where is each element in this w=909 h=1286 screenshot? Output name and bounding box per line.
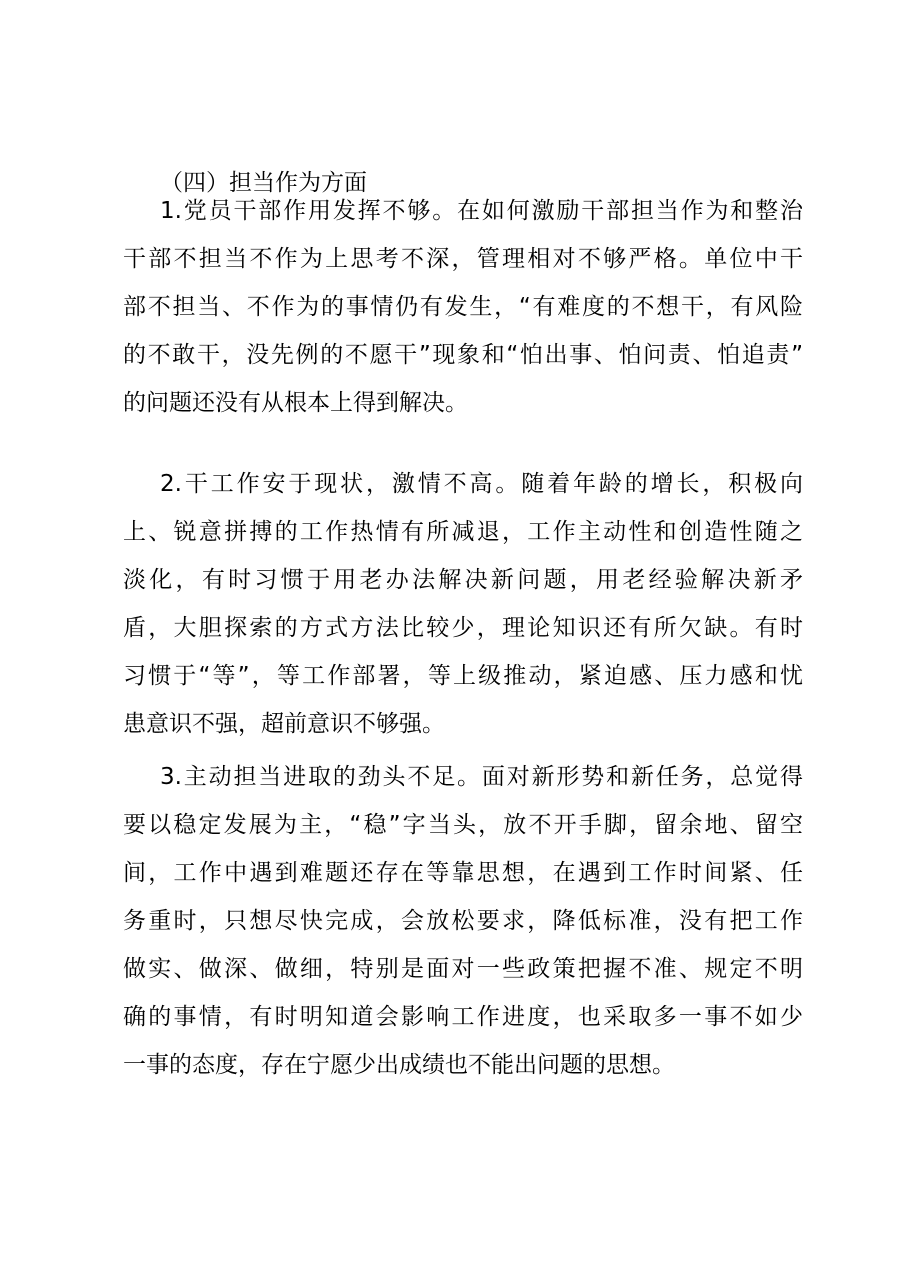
paragraph-line: 患意识不强，超前意识不够强。: [123, 711, 445, 737]
paragraph-line: 的问题还没有从根本上得到解决。: [123, 390, 468, 416]
paragraph-line: 习惯于“等”，等工作部署，等上级推动，紧迫感、压力感和忧: [123, 663, 803, 689]
paragraph-line: 3.主动担当进取的劲头不足。面对新形势和新任务，总觉得: [160, 764, 803, 790]
section-heading: （四）担当作为方面: [160, 170, 367, 196]
paragraph-line: 1.党员干部作用发挥不够。在如何激励干部担当作为和整治: [160, 198, 803, 224]
paragraph-line: 一事的态度，存在宁愿少出成绩也不能出问题的思想。: [123, 1052, 675, 1078]
paragraph-line: 2.干工作安于现状，激情不高。随着年龄的增长，积极向: [160, 471, 803, 497]
paragraph-line: 盾，大胆探索的方式方法比较少，理论知识还有所欠缺。有时: [123, 615, 803, 641]
paragraph-line: 的不敢干，没先例的不愿干”现象和“怕出事、怕问责、怕追责”: [123, 342, 803, 368]
paragraph-line: 干部不担当不作为上思考不深，管理相对不够严格。单位中干: [123, 246, 803, 272]
paragraph-2: [123, 460, 803, 748]
paragraph-line: 确的事情，有时明知道会影响工作进度，也采取多一事不如少: [123, 1004, 803, 1030]
paragraph-line: 务重时，只想尽快完成，会放松要求，降低标准，没有把工作: [123, 908, 803, 934]
paragraph-3: [123, 753, 803, 1089]
paragraph-1: [123, 187, 803, 427]
paragraph-line: 要以稳定发展为主，“稳”字当头，放不开手脚，留余地、留空: [123, 812, 803, 838]
paragraph-line: 淡化，有时习惯于用老办法解决新问题，用老经验解决新矛: [123, 567, 803, 593]
paragraph-line: 间，工作中遇到难题还存在等靠思想，在遇到工作时间紧、任: [123, 860, 803, 886]
paragraph-line: 做实、做深、做细，特别是面对一些政策把握不准、规定不明: [123, 956, 803, 982]
paragraph-line: 部不担当、不作为的事情仍有发生，“有难度的不想干，有风险: [123, 294, 803, 320]
paragraph-line: 上、锐意拼搏的工作热情有所减退，工作主动性和创造性随之: [123, 519, 803, 545]
